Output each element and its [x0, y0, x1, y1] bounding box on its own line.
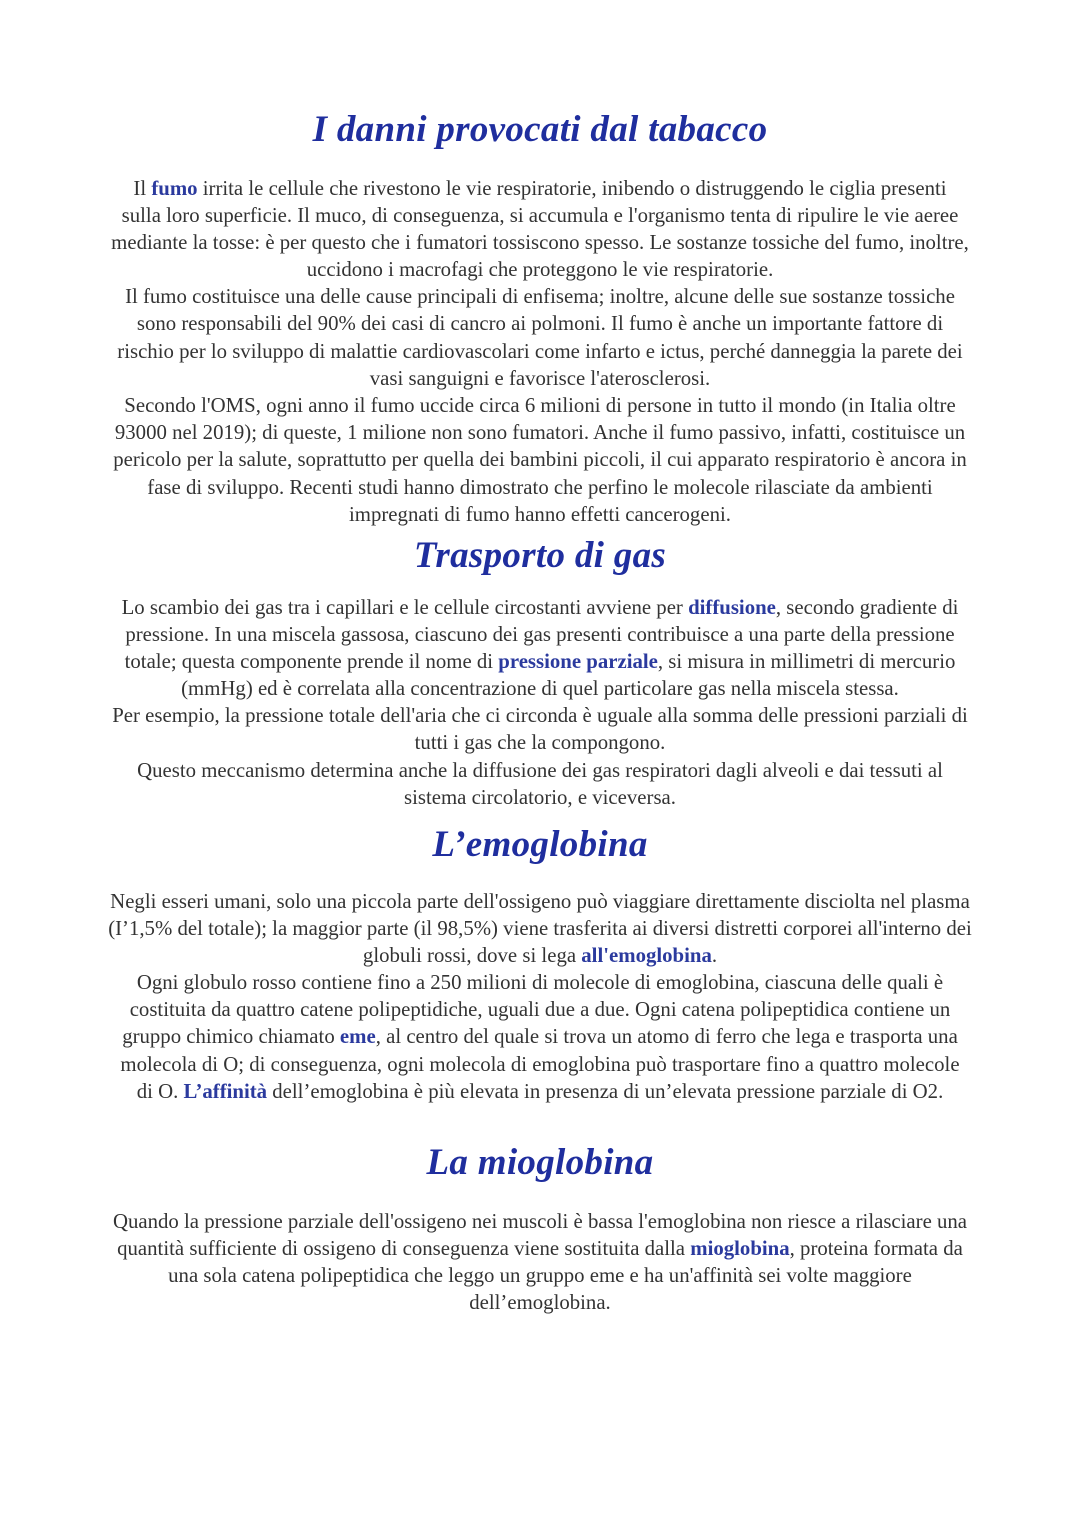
keyword-emoglobina: all'emoglobina: [581, 943, 712, 967]
text-line: Il fumo costituisce una delle cause principali di enfisema; inoltre, alcune delle sue sostanze tossiche: [125, 285, 955, 309]
keyword-eme: eme: [339, 1025, 376, 1049]
keyword-diffusione: diffusione: [688, 595, 776, 619]
text-segment: , si misura in millimetri di mercurio: [657, 649, 956, 673]
text-line: Secondo l'OMS, ogni anno il fumo uccide circa 6 milioni di persone in tutto il mondo (in Italia oltre: [124, 394, 956, 417]
text-line: fase di sviluppo. Recenti studi hanno dimostrato che perfino le molecole rilasciate da ambienti: [147, 475, 933, 499]
text-segment: totale; questa componente prende il nome di: [124, 649, 499, 673]
text-line: Quando la pressione parziale dell'ossigeno nei muscoli è bassa l'emoglobina non riesce a rilasciare una: [112, 1209, 968, 1233]
text-segment: Lo scambio dei gas tra i capillari e le cellule circostanti avviene per: [121, 595, 689, 619]
text-line: (I’1,5% del totale); la maggior parte (il 98,5%) viene trasferita ai diversi distretti corporei all'interno dei: [108, 916, 972, 940]
text-line: Questo meccanismo determina anche la diffusione dei gas respiratori dagli alveoli e dai tessuti al: [137, 758, 943, 782]
paragraph-danni-tabacco: [0, 175, 1080, 528]
text-line: [0, 1023, 1080, 1050]
text-line: Per esempio, la pressione totale dell'aria che ci circonda è uguale alla somma delle pressioni parziali di: [112, 704, 968, 728]
text-line: pericolo per la salute, soprattutto per quella dei bambini piccoli, il cui apparato respiratorio è ancora in: [113, 448, 967, 472]
keyword-fumo: fumo: [151, 176, 198, 200]
text-segment: , proteina formata da: [789, 1236, 963, 1260]
text-segment: , secondo gradiente di: [775, 595, 959, 619]
text-line: [0, 175, 1080, 202]
text-line: Negli esseri umani, solo una piccola parte dell'ossigeno può viaggiare direttamente disciolta nel plasma: [110, 889, 970, 913]
heading-trasporto-gas: Trasporto di gas: [413, 535, 667, 576]
text-line: impregnati di fumo hanno effetti cancerogeni.: [349, 502, 731, 526]
text-segment: gruppo chimico chiamato: [122, 1025, 340, 1049]
text-line: uccidono i macrofagi che proteggono le vie respiratorie.: [306, 258, 774, 282]
paragraph-emoglobina: [0, 888, 1080, 1106]
heading-mioglobina: La mioglobina: [426, 1142, 654, 1183]
text-line: Ogni globulo rosso contiene fino a 250 milioni di molecole di emoglobina, ciascuna delle quali è: [136, 971, 944, 995]
text-segment: Il: [133, 176, 152, 200]
text-line: molecola di O; di conseguenza, ogni molecola di emoglobina può trasportare fino a quattro molecole: [120, 1052, 960, 1076]
text-line: tutti i gas che la compongono.: [414, 731, 666, 755]
text-line: una sola catena polipeptidica che leggo un gruppo eme e ha un'affinità sei volte maggiore: [168, 1263, 912, 1287]
text-segment: quantità sufficiente di ossigeno di conseguenza viene sostituita dalla: [117, 1236, 691, 1260]
text-line: [0, 648, 1080, 675]
text-line: rischio per lo sviluppo di malattie cardiovascolari come infarto e ictus, perché danneggia la parete dei: [117, 339, 963, 363]
heading-emoglobina: L’emoglobina: [432, 824, 648, 865]
text-segment: dell’emoglobina è più elevata in presenza di un’elevata pressione parziale di O2.: [267, 1079, 944, 1103]
keyword-mioglobina: mioglobina: [690, 1236, 790, 1260]
text-segment: irrita le cellule che rivestono le vie respiratorie, inibendo o distruggendo le ciglia presenti: [197, 176, 947, 200]
paragraph-trasporto-gas: [0, 594, 1080, 812]
keyword-affinita: L’affinità: [183, 1079, 268, 1103]
text-line: vasi sanguigni e favorisce l'aterosclerosi.: [369, 366, 711, 390]
text-line: pressione. In una miscela gassosa, ciascuno dei gas presenti contribuisce a una parte della pressione: [125, 622, 955, 646]
text-line: sulla loro superficie. Il muco, di conseguenza, si accumula e l'organismo tenta di ripulire le vie aeree: [121, 203, 959, 227]
text-line: sistema circolatorio, e viceversa.: [404, 785, 676, 809]
text-line: [0, 1235, 1080, 1262]
keyword-pressione-parziale: pressione parziale: [498, 649, 658, 673]
text-segment: di O.: [136, 1079, 184, 1103]
text-line: costituita da quattro catene polipeptidiche, uguali due a due. Ogni catena polipeptidica contiene un: [129, 998, 951, 1022]
text-line: (mmHg) ed è correlata alla concentrazione di quel particolare gas nella miscela stessa.: [181, 677, 899, 701]
text-line: mediante la tosse: è per questo che i fumatori tossiscono spesso. Le sostanze tossiche del fumo, inoltre,: [111, 230, 969, 254]
text-line: dell’emoglobina.: [469, 1291, 611, 1315]
text-line: [0, 1078, 1080, 1105]
text-line: [0, 942, 1080, 969]
paragraph-mioglobina: [0, 1208, 1080, 1317]
text-segment: .: [711, 943, 718, 967]
text-line: sono responsabili del 90% dei casi di cancro ai polmoni. Il fumo è anche un importante fattore di: [136, 312, 944, 336]
text-line: 93000 nel 2019); di queste, 1 milione non sono fumatori. Anche il fumo passivo, infatti, costituisce un: [114, 421, 966, 445]
text-segment: , al centro del quale si trova un atomo di ferro che lega e trasporta una: [375, 1025, 958, 1049]
heading-danni-tabacco: I danni provocati dal tabacco: [312, 109, 768, 150]
text-line: [0, 594, 1080, 621]
text-segment: globuli rossi, dove si lega: [362, 943, 582, 967]
